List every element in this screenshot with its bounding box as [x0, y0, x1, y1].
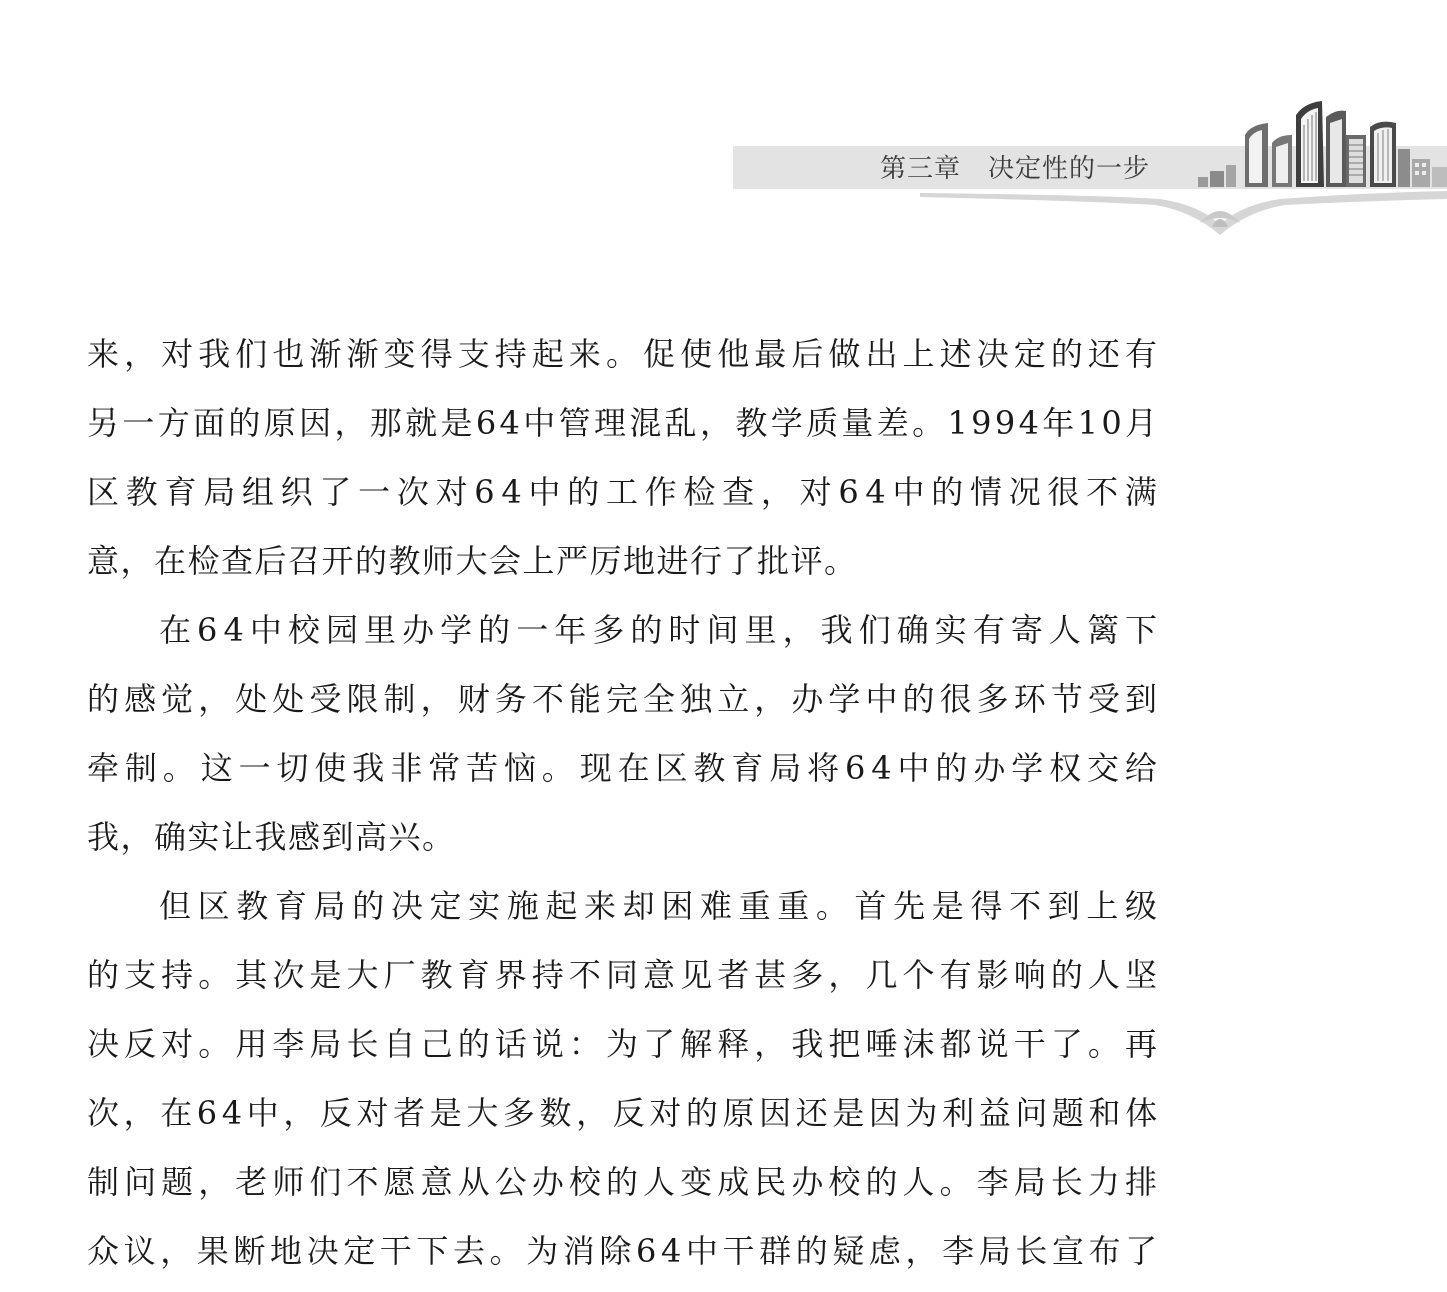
text-line: 但区教育局的决定实施起来却困难重重。首先是得不到上级 [159, 887, 1164, 925]
text-line: 另一方面的原因，那就是64中管理混乱，教学质量差。1994年10月 [87, 404, 1161, 442]
running-header-title: 第三章 决定性的一步 [880, 154, 1151, 184]
text-line: 众议，果断地决定干下去。为消除64中干群的疑虑，李局长宣布了 [87, 1232, 1162, 1270]
text-line: 的感觉，处处受限制，财务不能完全独立，办学中的很多环节受到 [87, 680, 1163, 718]
paragraph [87, 320, 1164, 596]
text-line: 制问题，老师们不愿意从公办校的人变成民办校的人。李局长力排 [87, 1163, 1163, 1201]
text-line: 在64中校园里办学的一年多的时间里，我们确实有寄人篱下 [159, 611, 1164, 649]
text-line: 来，对我们也渐渐变得支持起来。促使他最后做出上述决定的还有 [87, 335, 1163, 373]
text-line: 的支持。其次是大厂教育界持不同意见者甚多，几个有影响的人坚 [87, 956, 1163, 994]
text-line: 牵制。这一切使我非常苦恼。现在区教育局将64中的办学权交给 [87, 749, 1163, 787]
paragraph [87, 872, 1164, 1286]
body-text [87, 320, 1164, 1286]
paragraph [87, 596, 1164, 872]
text-line: 次，在64中，反对者是大多数，反对的原因还是因为利益问题和体 [87, 1094, 1162, 1132]
text-line: 我，确实让我感到高兴。 [87, 818, 456, 856]
text-line: 意，在检查后召开的教师大会上严厉地进行了批评。 [87, 542, 858, 580]
text-line: 区教育局组织了一次对64中的工作检查，对64中的情况很不满 [87, 473, 1164, 511]
text-line: 决反对。用李局长自己的话说：为了解释，我把唾沫都说干了。再 [87, 1025, 1163, 1063]
